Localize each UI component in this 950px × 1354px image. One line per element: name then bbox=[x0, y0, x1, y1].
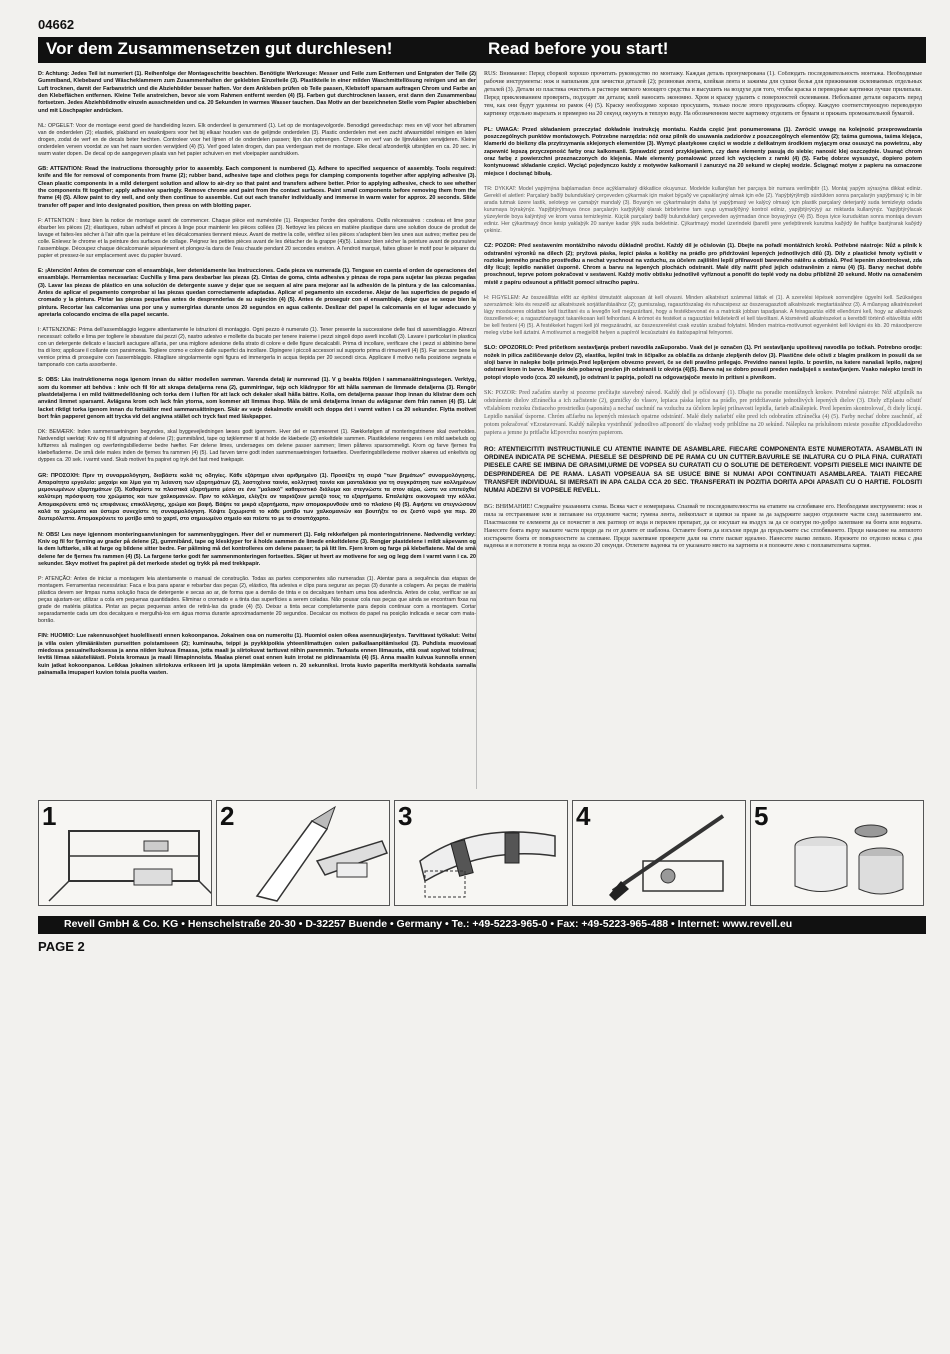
instruction-bg: BG: ВНИМАНИЕ! Следвайте указанията схема. Всяка част е номерирана. Спазвай те последователността на етапите на сглобяване его. Необходими инструменти: нож и пила за отстраняване или и зиглаване на отделните части; гумена лента, лейкопласт и щипки за пране за да задържите заедно отделните части след залепването им. Пластмасови те елементи да се почистят в лек разтвор от вода и перилен препарат, да се изсушат на въздух за да се осигури по-добро залепване на боята или водната. Нанесете боята върху малките части преди да ги от делите от шаблона. Оставете боята да изсъхне преди да продължите със сглобяването. Преди нанасяне на лепилото изстържете боята от повърхностите за слепване. Преди залепване проверете дали на стите пасват идеално. Нанесете малко лепило. Изрежете по отделно всяка с дна ваденка и я потопете в топла вода за около 20 секунди. Отлепете ваденка та от указанато място на хартията и я положете леко с поплавателната хартия. bbox=[484, 503, 922, 550]
instruction-n: N: OBS! Les nøye igjennom monteringsanvisningen for sammenbyggingen. Hver del er nummerert (1). Følg rekkefølgen på monteringstrinnene. Nødvendig verktøy: Kniv og fil for fjerning av grader på delene (2), gummibånd, tape og klesklyper for å holde sammen de limede enkeltdelene (3). Rengjør plastdelene i mildt såpevann og la dem lufttørke, slik at farge og bildene sitter bedre. Før påliming må det kontrolleres om delene passer; ta på litt lim. Fjern krom og farge på klebeflatene. Mal de små delene før de fjernes fra rammen (4) (5). La fargene tørke godt før sammenmonteringen fortsettes. Skjær ut hvert av motivene for seg og legg dem i varmt vann i ca. 20 sekunder. Skyv motivet fra papiret på det merkede stedet og trykk på med trekkpapir. bbox=[38, 531, 476, 567]
instruction-rus: RUS: Внимание: Перед сборкой хорошо прочитать руководство по монтажу. Каждая деталь пронумерована (1). Соблюдать последовательность монтажа. Необходимые рабочие инструменты: нож и напильник для зачистки деталей (2); резиновая лента, клейкая лента и зажимы для сушки белья для прижимания склеиваемых отдельных деталей (3). Детали из пластика очистить в растворе мягкого моющего средства и высушить на воздухе для того, чтобы краска и переводные картинки лучше прилипали. Перед приклеиванием проверить, подходят ли детали; клей наносить экономно. Хром и краску удалить с поверхностей склеивания. Небольшие детали окрасить перед тем, как они будут удалены из рамок (4) (5). Краску необходимо хорошо просушить, только после этого продолжать сборку. Каждую соответствующую переводную картинку отдельно вырезать и примерно на 20 секунд окунуть в теплую воду. На обозначенном месте картинку отделить от бумаги и прижать промокательной бумагой. bbox=[484, 71, 922, 117]
step-number: 2 bbox=[220, 801, 235, 831]
step-number: 4 bbox=[576, 801, 591, 831]
instruction-dk: DK: BEMÆRK: Inden sammensætningen begyndes, skal byggevejledningen læses godt igennem. Hver del er nummereret (1). Rækkefølgen af monteringstrinene skal overholdes. Nødvendigt værktøj: Kniv og fil til afgratning af delene (2); gummibånd, tape og tøjklemmer til at holde de klæbede (3) enkeltdele sammen. Plastikdelene rengøres i en mild sæbeluds og lufttørres så malingen og overføringsbillederne bedre hæfter. Før delene limes, undersøges om delene passer sammen; limen påføres sparsommeligt. Krom og farve fjernes fra klæbefladerne. De små dele males inden de fjernes fra rammen (4) (5). Lad farven tørre godt inden sammensætningen fortsættes. Overføringsbillederne motiver skæres ud enkeltvis og dyppes ca. 20 sek. i varmt vand. Skub motivet fra papiret og tryk det fast med trækpapir. bbox=[38, 429, 476, 464]
instruction-tr: TR: DYKKAT: Model yapýmýna baþlamadan önce açýklamalarý dikkatlice okuyunuz. Modelde kullanýlan her parçaya bir numara verilmiþtir (1). Montaj yapým sýrasýna dikkat ediniz. Gerekli el aletleri: Parçalarý baðlý bulunduklarý çerçeveden çýkarmak için maket býçaðý ve çapaklarýný almak için eðe (2). Yapýþtýrýlmýþ sürdükten sonra parçalarýn yapýþmasý iç in bir arada tutmak üzere lastik, seloteyp ve çamaþýr mandalý (3). Boyanýn ve çýkartmalarýn daha iyi yapýþmasý ve kalýcý olmasý için plastik parçalarý deterjanlý suda temizleyip odada kurumaya býrakýnýz. Yapýþtýrýlmaya önce parçalarýn karþýlýklý olarak birbirlerine tam uyup uymadýðýný kontrol ediniz, yapýþtýrýcýyý az miktarda kullanýnýz. Yapýþtýrýlacak yüzeylerde boya kalýntýsý ve krom varsa temizleyiniz. Küçük parçalarý baðlý bulunduklarý çerçeveden ayýrmadan önce boyayýnýz (4) (5). Boya iyice kuruduktan sonra montaja devam ediniz. Her çýkartmayý önce kesip yaklaþýk 20 saniye kadar ýlýk suda bekletiniz. Çýkartmayý model üzerindeki iþaretli yere yerleþtirerek kurutma kaðýdý ile hafifçe bastýrarak kaðýdý çekiniz. bbox=[484, 186, 922, 235]
instruction-i: I: ATTENZIONE: Prima dell'assemblaggio leggere attentamente le istruzioni di montaggio. Ogni pezzo è numerato (1). Tener presente la successione delle fasi di assemblaggio. Attrezzi necessari: coltello e lima per togliere le sbavature dai pezzi (2), nastro adesivo e mollette da bucato per tenere insieme i pezzi singoli dopo averli incollati (3). Lavare i particolari in plastica con un detergente delicato e lasciarli asciugare all'aria, per una migliore adesione della strato di colore e delle figure decalcabili. Prima di incollare, verificare che i pezzi si abbinino bene tra di loro; applicare il collante con parsimonia. Togliere cromo e colore dalle superfici da incollare. Dipingere i piccoli accessori sul supporto prima di rimuoverli (4) (5). Far seccare bene la vernice prima di proseguire con l'assemblaggio. Ritagliare singolarmente ogni figura ed immergerla in acqua tiepida per 20 secondi circa. Applicare il motivo nella posizione segnata e tamponarlo con carta assorbente. bbox=[38, 327, 476, 369]
instruction-gb: GB: ATTENTION: Read the instructions thoroughly prior to assembly. Each component is numbered (1). Adhere to specified sequence of assembly. Tools required: knife and file for removal of components from frame (2); rubber band, adhesive tape and clothes pegs for clamping components together after applying adhesive (3). Clean plastic components in a mild detergent solution and allow to air-dry so that paint and transfers adhere better. Prior to applying adhesive, check to see whether the components fit together; apply adhesive sparingly. Remove chrome and paint from the contact surfaces. Paint small components before removing them from the frame (4) (5). Allow paint to dry well, and only then continue to assemble. Cut out each transfer individually and immerse in warm water for approx. 20 seconds. Slide transfer off paper and into designated position, then press on with blotting paper. bbox=[38, 166, 476, 209]
step-1-numbered-parts bbox=[38, 800, 212, 906]
instruction-slo: SLO: OPOZORILO: Pred pričetkom sestavljanja preberi navodila zaEuporabo. Vsak del je označen (1). Pri sestavljanju upoštevaj navodila po točkah. Potrebno orodje: nožek in pilica začiščevanje delov (2), elastika, lepilni trak in ščipalke za oblačila za držanje zlepljenih delov (3). Plastične dele očisti z blagim praškom in posuši da se sloji barve in nalepke bolje primejo.Pred lepljenjem obvezno preveri, če se deli pravilno prilegajo. Previdno nanesi lepilo. Iz površin, na katere nanašaš lepilo, najprej odstrani krom in barvo. Manjše dele pobarvaj preden jih odstraniš iz okvirja (4)(5). Barva naj se dobro posuši preden nadaljuješ s sestavljanjem. Vsako nalepko izreži in potopi vtoplo vodo (cca. 20 sekund), jo odstrani iz papirja, položi na odgovarjajoče mesto in pritisni s pivnikom. bbox=[484, 345, 922, 381]
instruction-gr: GR: ΠΡΟΣΟΧΗ: Πριν τη συναρμολόγηση, διαβάστε καλά τις οδηγίες. Κάθε εξάρτημα είναι αριθμημένο (1). Προσέξτε τη σειρά "των βημάτων" συναρμολόγησης. Απαραίτητα εργαλεία: μαχαίρι και λίμα για τη λείανση των εξαρτημάτων (2), λαστιχένια ταινία, κολλητική ταινία και μανταλάκια για τη συγκράτηση των κολλημένων μεμονωμένων εξαρτημάτων (3). Καθαρίστε τα πλαστικά εξαρτήματα μέσα σε ένα "μαλακό" καθαριστικό διάλυμα και στεγνώστε τα στον αέρα, ώστε να επιτεύχθεί καλύτερη πρόσφυση του χρώματος και των χαλκομανιών. Πριν το κόλλημα, ελέγξτε αν ταιριάζουν μεταξύ τους τα εξαρτήματα. Επαλείψτε οικονομικά την κόλλα. Απομακρύνετε από τις επιφάνειες επικόλλησης, χρώμα και βαφή. Βάψτε τα μικρά εξαρτήματα, πριν απομακρυνθούν από το πλαίσιο (4) (5). Αφήστε να στεγνώσουν καλά τα χρώματα και ύστερα συνεχίστε τη συναρμολόγηση. Κόψτε ξεχωριστά το κάθε μοτίβο των χαλκομανιών και βουτήξτε το σε ζεστό νερό για περ. 20 δευτερόλεπτα. Απομακρύνετε το μοτίβο από το χαρτί, στο σημειωμένο σημείο και πιέστε το με το στουπόχαρτο. bbox=[38, 472, 476, 523]
step-2-cutting-tools bbox=[216, 800, 390, 906]
step-number: 5 bbox=[754, 801, 769, 831]
brush-painting-illustration bbox=[573, 801, 746, 906]
instruction-cz: CZ: POZOR: Před sestavením montážního návodu důkladně pročíst. Každý díl je očíslován (1). Dbejte na pořadí montážních kroků. Potřebné nástroje: Nůž a pilník k odstranění výronků na dílech (2); pryžová páska, lepicí páska a kolíčky na prádlo pro přidržování lepených jednotlivých dílů (3). Díly z plastické hmoty vyčistit v roztoku jemného pracího prostředku a nechat vyschnout na vzduchu, za účelem zajištění lepší přilnavosti barevného nátěru a obtisků. Před lepením zkontrolovat, zda díly lícují; lepidlo nanášet úsporně. Chrom a barvu na lepených plochách odstranit. Malé díly natřít před jejich odstraněním z rámu (4) (5). Barvy nechat dobře proschnout, teprve potom pokračovat v sestavení. Každý motiv obtisku jednotlivě vyříznout a ponořit do teplé vody na dobu přibližně 20 sekund. Motiv na označeném místě z papíru odsunout a přitlačit pomocí sitracího papíru. bbox=[484, 243, 922, 286]
clamped-parts-illustration bbox=[395, 801, 568, 906]
instruction-sk: SK: POZOR: Pred začatím stavby si pozorne prečítajte stavebný návod. Každý diel je očíslovaný (1). Dbajte na poradie montážnych krokov. Potrebné nástroje: Nôž aEpilník na odstránenie dielov zEránečka a ich začistenie (2), gumičky do vlasov, lepiaca páska lepice na prádlo, pre pridržiavanie jednotlivých lepených dielov (3). Diely zEplastu očistiť vEslabšom roztoku čistiaceho prostriedku (saponátu) a nechať uschnúť na vzduchu za účelom lepšej prilnavosti lepidla, farieb aEnálepiek. Pred lepením skontrolovať, či diely lícujú. Lepidlo nanášať úsporne. Chróm aEfarbu na lepených miestach opatrne odstrániť. Malé diely nafarbiť ešte pred ich odobratím zEránečka (4) (5). Farby nechať dobre zaschnúť, až potom pokračovať vEzostavovaní. Každý nálepku vystrihnúť jednotlivo aEponoriť do vlažnej vody približne na 20 sekúnd. Nálepku na príslušnom mieste posuňte zEpodkladového papiera a jemne ju pritlačte kEpovrchu nosným papierom. bbox=[484, 389, 922, 436]
article-number: 04662 bbox=[38, 17, 75, 32]
instruction-de: D: Achtung: Jedes Teil ist numeriert (1). Reihenfolge der Montageschritte beachten. Benötigte Werkzeuge: Messer und Feile zum Entfernen und Entgraten der Teile (2) Gummiband, Klebeband und Wäscheklammern zum Zusammenhalten der geklebten Einzelteile (3). Plastikteile in einer milden Waschmittellösung reinigen und an der Luft trocknen, damit der Farbanstrich und die Abziehbilder besser haften. Vor dem Ankleben prüfen ob Teile passen, Klebstoff sparsam auftragen Chrom und Farbe an den Klebeflächen entfernen. Kleine Teile anstreichen, bevor sie vom Rahmen entfernt werden (4) (5). Farben gut durchtrocknen lassen, erst dann den Zusammenbau fortsetzen. Jedes Abziehbildmotiv einzeln ausschneiden und ca. 20 Sekunden in warmes Wasser tauchen. Das Motiv an der bezeichneten Stelle vom Papier abschieben und mit Löschpapier andrücken. bbox=[38, 71, 476, 114]
step-5-paint-pots bbox=[750, 800, 924, 906]
instruction-pl: PL: UWAGA: Przed składaniem przeczytać dokładnie instrukcję montażu. Każda część jest ponumerowana (1). Zwrócić uwagę na kolejność przeprowadzania poszczególnych punktów montażowych. Potrzebne narzędzia: nóż oraz pilnik do usuwania zadziorów z poszczególnych elementów (2); taśma gumowa, taśma klejąca, klamerki do bielizny dla przytrzymania sklejonych elementów (3). Wymyć plastykowe części w wodzie z delikatnym środkiem myjącym oraz osuszyć na powietrzu, aby zapewnić lepszą przyczepność farby oraz kalkomanii. Sprawdzić przed przyklejaniem, czy dane elementy pasują do siebie; nanosić klej oszczędnie. Usunąć chrom oraz farbę z powierzchni przeznaczonych do klejenia. Małe elementy pomalować przed ich wycięciem z ramki (4) (5). Farbę dobrze wysuszyć, dopiero potem kontynuować składanie części. Wyciąć pojedynczo każdy z motywów kalkomanii i zanurzyć na 20 sekund w ciepłej wodzie. Ściągnąć motyw z papieru na oznaczone miejsce i docisnąć bibułą. bbox=[484, 126, 922, 177]
footer-bar bbox=[38, 916, 926, 934]
title-german: Vor dem Zusammensetzen gut durchlesen! bbox=[46, 39, 393, 58]
instructions-right-column bbox=[484, 71, 922, 789]
instruction-f: F: ATTENTION : lisez bien la notice de montage avant de commencer. Chaque pièce est numérotée (1). Respectez l'ordre des opérations. Outils nécessaires : couteau et lime pour ébarber les pièces (2); élastiques, ruban adhésif et pinces à linge pour maintenir les pièces collées (3). Nettoyez les pièces en matière plastique dans une solution douce de produit de lavage et faites-les sécher à l'air afin que la peinture et les décalcomanies tiennent mieux. Avant de mettre la colle, vérifiez si les pièces s'adaptent bien les unes aux autres; mettez peu de colle. Enlevez le chrome et la peinture des surfaces de collage. Peignez les petites pièces avant de les détacher de la grappe (4)(5). Laissez bien sécher la peinture avant de poursuivre l'assemblage. Découpez chaque décalcomanie séparément et plongez-la dans de l'eau chaude pendant 20 secondes environ. A l'endroit marqué, faites glisser le motif pour le séparer du papier et pressez-le sur emplacement avec du papier buvard. bbox=[38, 217, 476, 260]
instruction-nl: NL: OPGELET: Voor de montage eerst goed de handleiding lezen. Elk onderdeel is genummerd (1). Let op de montagevolgorde. Benodigd gereedschap: mes en vijl voor het afbramen van de onderdelen (2); elastiek, plakband en wasknijpers voor het bij elkaar houden van de gelijmde onderdelen (3). Plastic onderdelen met een zacht afwasmiddel reinigen en laten drogen, zodat de verf en de decals beter hechten. Controleer voor het lijmen of de onderdelen passen; lijm dun opbrengen. Chroom en verf van de lijmvlakken verwijderen. Kleine onderdelen verven voordat ze van het raam worden verwijderd (4) (5). Verf goed laten drogen, dan pas verdergaan met de montage. Elke decal afzonderlijk uitsnijden en ca. 20 sec. in warm water dopen. De decal op de aangegeven plaats van het papier schuiven en met vloeipapier aandrukken. bbox=[38, 122, 476, 157]
knife-file-illustration bbox=[217, 801, 390, 906]
illustration-steps bbox=[38, 800, 926, 908]
instruction-s: S: OBS: Läs instruktionerna noga igenom innan du sätter modellen samman. Varenda detalj är numrerad (1). V g beakta följden i sammansättningsstegen. Verktyg, som du kommer att behöva : kniv och fil för att skrapa detaljerna rena (2), gummiringar, tejp och klädnypor för att hålla samman de limmade detaljerna (3). Rengör plastdetaljerna i en mild tvättmedellösning och torka dem i luften för att lack och dekaler skall hålla bättre. Kolla, om detaljerna passar ihop innan du klistrar dem och använd limmet sparsamt. Avlägsna krom och lack från ytorna, som kommer att limmas ihop. Måla de små detaljerna innan du avlägsnar dem från ramen (4) (5). Låt lacket riktigt torka igenom innan du fortsätter med sammansättningen. Skär av varje dekalmotiv enskilt och doppa det i varmt vatten i ca 20 sekunder. Flytta motivet bort från papperet genom att trycka vid det angivna stället och tryck fast med läskpapper. bbox=[38, 377, 476, 421]
step-4-painting bbox=[572, 800, 746, 906]
instruction-ro: RO: ATENTIEICITITI INSTRUCTIUNILE CU ATENTIE INAINTE DE ASAMBLARE. FIECARE COMPONENTA ESTE NUMEROTATA. ASAMBLATI IN ORDINEA INDICATA PE SCHEMA. PIESELE SE DESPRIND DE PE RAMA CU UN CUTTER.BAVURILE SE INLATURA CU O PILA FINA. CURATATI PIESELE CARE SE IMBINA DE GRASIMI,URME DE VOPSEA SU CURATATI CU O SOLUTIE DE DETERGENT. VOPSITI PIESELE MICI INAINTE DE DESPRINDEREA DE PE RAMA. LASATI VOPSEAUA SA SE USUCE BINE SI NUMAI APOI CONTINUATI ASAMBLAREA. TAIATI FIECARE TRANSFER INDIVIDUAL SI IMERSATI IN APA CALDA CCA 20 SEC. TRANSFERATI IN POZITIA DORITA APOI APASATI CU O HARTIE. FOLOSITI NUMAI ADEZIVI SI VOPSELE REVELL. bbox=[484, 445, 922, 495]
step-3-clamping bbox=[394, 800, 568, 906]
instructions-left-column bbox=[38, 71, 476, 789]
column-divider bbox=[476, 71, 477, 789]
company-contact: Revell GmbH & Co. KG • Henschelstraße 20-30 • D-32257 Buende • Germany • Te.: +49-5223-965-0 • Fax: +49-5223-965-488 • Internet: www.revell.eu bbox=[64, 918, 793, 930]
page-number: PAGE 2 bbox=[38, 939, 85, 954]
step-number: 3 bbox=[398, 801, 413, 831]
title-english: Read before you start! bbox=[488, 39, 669, 58]
paint-pots-illustration bbox=[751, 801, 924, 906]
parts-frame-illustration bbox=[39, 801, 212, 906]
instruction-p: P: ATENÇÃO: Antes de iniciar a montagem leia atentamente o manual de construção. Todas as partes componentes são numeradas (1). Atentar para a sequência das etapas de montagem. Ferramentas necessárias: Faca e lixa para aparar e rebarbar das peças (2), elástico, fita adesiva e clips para segurar as peças (3) durante a colagem. As peças de matéria plástica devem ser limpas numa solução fraca de detergente e secas ao ar, de forma que a demão de tinta e os decalques tenham uma boa aderência. Antes de colar, verificar se as peças ajustam-se; utilizar a cola em pequenas quantidades. Eliminar o cromado e a tinta das superfícies a serem coladas. Não pousar cola nas peças que ainda se encontram fixas na grade de matéria plástica. Pintar as peças pequenas antes de retirá-las da grade (4) (5). Deixar a tinta secar completamente para depois continuar com a montagem. Cortar separadamente cada um dos decalques e mergulhá-los em água morna durante aproximadamente 20 segundos. Decalcar os motivos do papel na posição indicada e secar com mata-borrão. bbox=[38, 576, 476, 625]
instruction-h: H: FIGYELEM: Az összeállítás előtt az építési útmutatót alaposan át kell olvasni. Minden alkatrészt számmal láttak el (1). A szerelési lépések sorrendjére ügyelni kell. Szükséges szerszámok: kés és reszelő az alkatrészek sorjátlanításához (2); gumiszalag, ragasztószalag és ruhacsipesz az összeragasztott alkatrészek megtartásához (3). A műanyag alkatrészeket lágy mosószeres oldatban kell tisztítani és a levegőn kell megszárítani, hogy a festékbevonat és a matricák jobban tapadjanak. A feiragasztás előtt ellenőrizni kell, hogy az alkatrészek összeillenek-e; a ragasztóanyagot takarékosan kell felhordani. A krómot és festéket a ragasztási felületekről el kell távolítani. A kisméretű alkatrészeket a keretből történő eltávolítás előtt be kell festeni (4) (5). A festékeket hagyni kell jól megszáradni, az összeszerelést csak ezután szabad folytatni. Minden matrica-motívumot egyenként kell kivágni és kb. 20 másodpercre meleg vízbe kell áztatni. A motívumot a megjelölt helyen a papírról lecsúsztatni és itatóspapírral felnyomni. bbox=[484, 295, 922, 337]
step-number: 1 bbox=[42, 801, 57, 831]
instruction-e: E: ¡Atención! Antes de comenzar con el ensamblaje, leer detenidamente las instrucciones. Cada pieza va numerada (1). Tengase en cuenta el orden de operaciones del ensamblaje. Herramientas necesarias: Cuchilla y lima para desbarbar las piezas (2). Cintas de goma, cinta adhesiva y pinzas de ropa para sujetar las piezas pegadas (3). Lavar las piezas de plástico en una solución de detergente suave y dejar que se sequen al aire para mejorar así la adhesión de la pintura y de las calcomanías. Antes de aplicar el pegamento comprobar si las piezas quedan correctamente adaptadas. Aplicar el pegamento sin excederse. Alejar de las superficies de pegado el cromado y la pintura. Pintar las piezas pequeñas antes de desprenderlas de su sujeción (4) (5). Antes de proseguir con el ensamblaje, dejar que se seque bien la pintura. Recortar las calcomanías una por una y sumergirlas durante unos 20 segundos en agua caliente. Deslizar del papel la calcomanía en el lugar adecuado y apretarla colocando encima de ella papel secante. bbox=[38, 268, 476, 318]
instruction-fin: FIN: HUOMIO: Lue rakennusohjeet huolellisesti ennen kokoonpanoa. Jokainen osa on numeroitu (1). Huomioi osien oikea asennusjärjestys. Tarvittavat työkalut: Veitsi ja viila osien ylimääräisten purseitten poistamiseen (2); kuminauha, teippi ja pyykkipoikia yhteenliimattujen osien paikallaanpitämiseksi (3). Puhdista muoviosat miedossa pesuainelluoksessa ja anna niiden kuivua ilmassa, jotta maali ja siirtokuvat tarttuvat niihin paremmin. Tarkasta ennen liimausta, että osat sopivat toisiinsa; levitä liimaa säästeliäästi. Poista kromaus ja maali liimapinnoista. Maalaa pienet osat ennen kuin irrotat ne pidinraamista (4) (5). Anna maalin kuivua kunnolla ennen kuin jatkat kokoonpanoa. Leikkaa jokainen siirtokuva erikseen irti ja upota lämpimään veteen n. 20 sekunniksi. Irrota kuvio paperilta merkitystä kohdasta samalla painamalla imupaperi kuvion toisia puolta vasten. bbox=[38, 633, 476, 677]
title-bar bbox=[38, 37, 926, 63]
